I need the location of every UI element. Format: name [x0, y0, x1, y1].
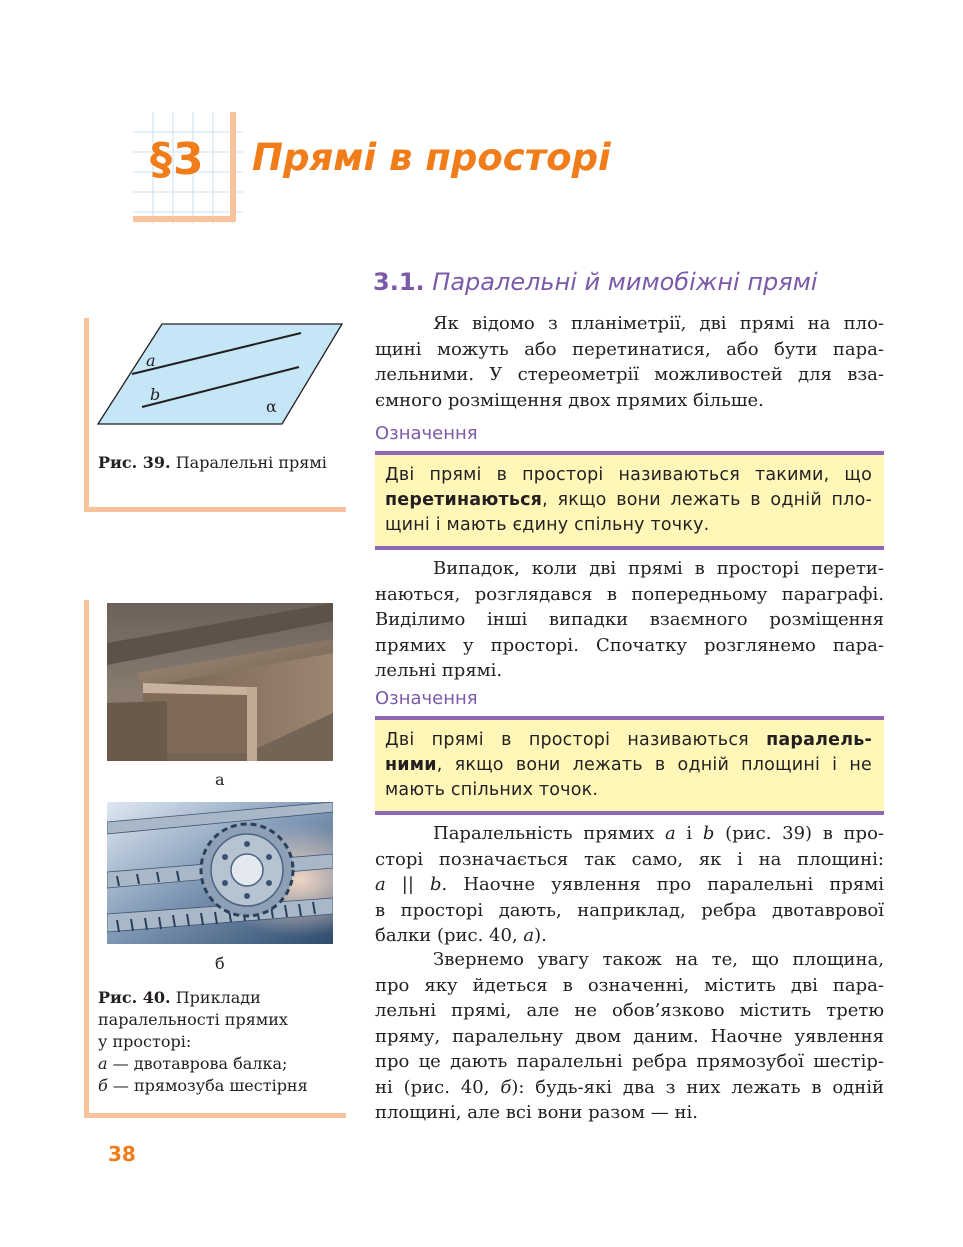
subfigure-label-a: а: [215, 770, 225, 789]
caption-text: — двотаврова балка;: [107, 1054, 288, 1073]
caption-text: — прямозуба шестірня: [107, 1076, 308, 1095]
text: ): будь-які два з них лежать в одній: [511, 1076, 885, 1098]
text-line: лельні прямі.: [375, 660, 503, 681]
text: ).: [534, 925, 547, 946]
text-line: [375, 872, 884, 898]
caption-text: Приклади: [170, 988, 261, 1007]
label-a: a: [146, 351, 156, 370]
definition-line: Дві прямі в просторі називаються такими, що: [385, 465, 872, 485]
text-line: [375, 1075, 884, 1101]
subfigure-label-b: б: [215, 954, 225, 973]
text: (рис. 39) в про-: [714, 823, 884, 844]
figure-frame: [84, 507, 346, 512]
definition-line: [385, 488, 872, 513]
paragraph-title: Прямі в просторі: [252, 136, 611, 179]
term-intersect: перетинаються: [385, 490, 543, 510]
definition-box-parallel: [375, 716, 884, 815]
text-line: площині, але всі вони разом — ні.: [375, 1102, 698, 1123]
paragraph-number: §3: [150, 134, 205, 185]
definition-text: , якщо вони лежать в одній пло-: [542, 490, 872, 510]
figure-39-diagram: [96, 320, 344, 428]
definition-text: , якщо вони лежать в одній площині і не: [436, 755, 872, 775]
definition-line: [385, 728, 872, 753]
definition-line: щині і мають єдину спільну точку.: [385, 515, 710, 535]
notation-paragraph: [375, 821, 884, 949]
caption-label: Рис. 40.: [98, 988, 171, 1007]
text-line: лельними. У стереометрії можливостей для вза-: [375, 364, 884, 385]
text-line: [375, 821, 884, 847]
final-paragraph: [375, 947, 884, 1126]
text: . Наочне уявлення про паралельні прямі: [441, 874, 884, 895]
variable-b: b: [702, 823, 715, 844]
definition-box-intersecting: [375, 451, 884, 550]
definition-line: [385, 753, 872, 778]
figure-frame: [84, 318, 89, 512]
text-line: Виділимо інші випадки взаємного розміщення: [375, 609, 884, 630]
text-line: прямих у просторі. Спочатку розглянемо пара-: [375, 634, 884, 656]
section-number: 3.1.: [373, 268, 425, 296]
figure-frame: [84, 1113, 346, 1118]
caption-text: Паралельні прямі: [170, 453, 327, 472]
variable: б: [500, 1076, 512, 1098]
figure-39-caption: [98, 452, 327, 474]
variable-a: a: [665, 823, 676, 844]
definition-text: Дві прямі в просторі називаються: [385, 730, 767, 750]
caption-variable: а: [98, 1054, 108, 1073]
term-parallel: паралель-: [766, 730, 872, 750]
section-title: [373, 268, 818, 296]
variable: а: [523, 925, 535, 946]
text-line: Як відомо з планіметрії, дві прямі на пло-: [433, 313, 884, 334]
text-line: в просторі дають, наприклад, ребра двотаврової: [375, 899, 884, 921]
caption-line: у просторі:: [98, 1032, 192, 1051]
text-line: лельні прямі, але не обов’язково містить третю: [375, 1000, 884, 1021]
spur-gear-photo: [107, 802, 333, 944]
definition-label: Означення: [375, 423, 478, 444]
caption-variable: б: [98, 1076, 108, 1095]
text-line: про яку йдеться в означенні, містить дві пара-: [375, 974, 884, 996]
text-line: наються, розглядався в попередньому параграфі.: [375, 583, 884, 605]
text-line: сторі позначається так само, як і на площині:: [375, 848, 884, 870]
text: і: [675, 823, 703, 844]
section-title-text: Паралельні й мимобіжні прямі: [432, 268, 818, 296]
term-parallel-end: ними: [385, 755, 437, 775]
definition-label: Означення: [375, 688, 478, 709]
text-line: щині можуть або перетинатися, або бути пара-: [375, 338, 884, 360]
caption-line: [98, 987, 338, 1009]
text-line: Звернемо увагу також на те, що площина,: [433, 949, 884, 970]
text-line: про це дають паралельні ребра прямозубої шестір-: [375, 1051, 884, 1072]
page-number: 38: [108, 1142, 136, 1166]
caption-line: паралельності прямих: [98, 1010, 288, 1029]
text-line: [375, 923, 884, 949]
caption-line: [98, 1075, 338, 1097]
intro-paragraph: [375, 311, 884, 413]
text-line: ємного розміщення двох прямих більше.: [375, 389, 764, 411]
text: Паралельність прямих: [433, 823, 665, 844]
text-line: пряму, паралельну двом даним. Наочне уявлення: [375, 1025, 884, 1047]
caption-label: Рис. 39.: [98, 453, 171, 472]
text-line: Випадок, коли дві прямі в просторі перети-: [433, 558, 884, 579]
definition-line: мають спільних точок.: [385, 780, 599, 800]
caption-line: [98, 1053, 338, 1075]
middle-paragraph: [375, 556, 884, 684]
figure-frame: [84, 600, 89, 1118]
label-b: b: [150, 385, 161, 404]
i-beam-photo: [107, 603, 333, 761]
text: балки (рис. 40,: [375, 925, 524, 946]
parallel-formula: a || b: [375, 874, 442, 895]
text: ні (рис. 40,: [375, 1076, 501, 1098]
figure-40-caption: [98, 987, 338, 1097]
label-alpha: α: [266, 397, 277, 416]
